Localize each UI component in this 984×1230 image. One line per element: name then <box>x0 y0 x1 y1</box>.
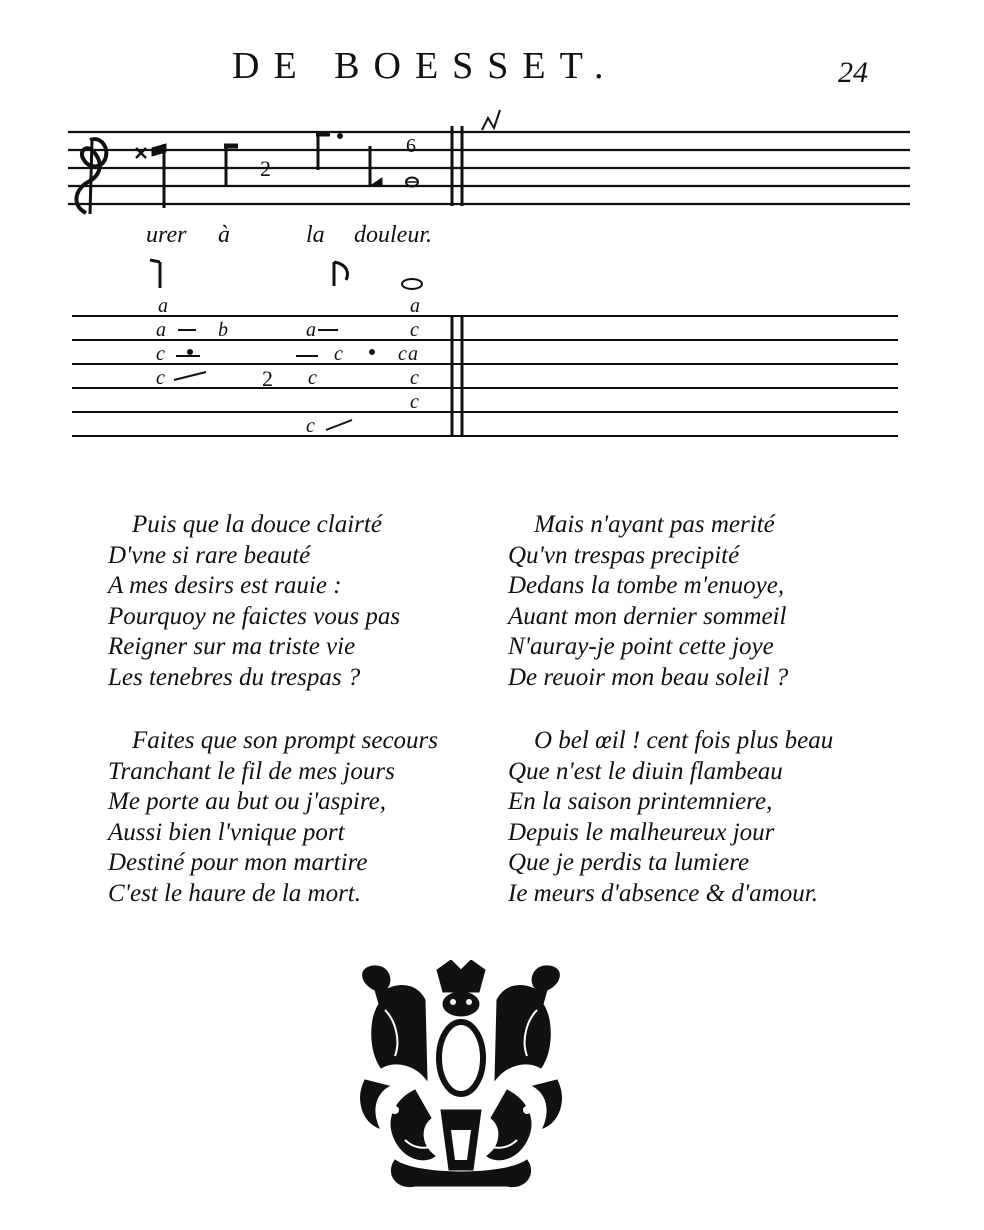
poem-line: Qu'vn trespas precipité <box>508 541 740 569</box>
tab-letter: c <box>334 343 343 365</box>
rhythm-flags <box>150 260 422 289</box>
ornament-icon <box>355 960 567 1192</box>
tab-letter: a <box>408 343 418 365</box>
poem-line: Auant mon dernier sommeil <box>508 602 787 630</box>
lute-tablature <box>0 0 984 450</box>
tab-number: 2 <box>262 366 273 391</box>
lyric-syllable: douleur. <box>354 222 432 248</box>
tab-letter: a <box>158 295 168 317</box>
poem-line: Que n'est le diuin flambeau <box>508 757 783 785</box>
stanza-3 <box>108 726 438 910</box>
tab-letter: c <box>306 415 315 437</box>
tab-letter: c <box>398 343 407 365</box>
lyric-syllable: la <box>306 222 325 248</box>
staff-numeral: 2 <box>260 156 271 181</box>
stanza-4 <box>508 726 833 910</box>
poem-line: O bel œil ! cent fois plus beau <box>534 727 834 754</box>
tab-letter: c <box>156 367 165 389</box>
poem-line: Dedans la tombe m'enuoye, <box>508 572 785 600</box>
poem-line: Les tenebres du trespas ? <box>108 663 361 691</box>
poem-line: N'auray-je point cette joye <box>508 633 774 661</box>
poem-line: Aussi bien l'vnique port <box>108 818 345 846</box>
tab-letter: a <box>156 319 166 341</box>
poem-line: Depuis le malheureux jour <box>508 818 775 846</box>
stanza-2 <box>508 510 788 694</box>
poem-line: En la saison printemniere, <box>508 788 773 816</box>
poem-line: D'vne si rare beauté <box>108 541 311 569</box>
lyric-syllable: urer <box>146 222 187 248</box>
poem-line: Puis que la douce clairté <box>132 511 382 538</box>
poem-line: De reuoir mon beau soleil ? <box>508 663 789 691</box>
poem-line: Destiné pour mon martire <box>108 849 368 877</box>
tab-letter: a <box>410 295 420 317</box>
tab-letter: c <box>410 367 419 389</box>
poem-line: Faites que son prompt secours <box>132 727 438 754</box>
poem-line: Mais n'ayant pas merité <box>534 511 775 538</box>
tab-letter: c <box>156 343 165 365</box>
poem-line: Tranchant le fil de mes jours <box>108 757 395 785</box>
tab-letter: c <box>410 319 419 341</box>
poem-line: Que je perdis ta lumiere <box>508 849 750 877</box>
tab-letter: a <box>306 319 316 341</box>
poem-line: Reigner sur ma triste vie <box>108 633 356 661</box>
page-number: 24 <box>838 56 868 89</box>
poem-line: C'est le haure de la mort. <box>108 879 362 907</box>
poem-line: A mes desirs est rauie : <box>108 572 342 600</box>
tab-letter: c <box>410 391 419 413</box>
poem-line: Me porte au but ou j'aspire, <box>108 788 387 816</box>
lyric-syllable: à <box>218 222 230 248</box>
stanza-1 <box>108 510 400 694</box>
tab-letter: b <box>218 319 228 341</box>
poem-line: Ie meurs d'absence & d'amour. <box>508 879 818 907</box>
poem-line: Pourquoy ne faictes vous pas <box>108 602 401 630</box>
staff-numeral: 6 <box>406 135 416 157</box>
tab-letter: c <box>308 367 317 389</box>
running-title: DE BOESSET. <box>232 45 618 87</box>
